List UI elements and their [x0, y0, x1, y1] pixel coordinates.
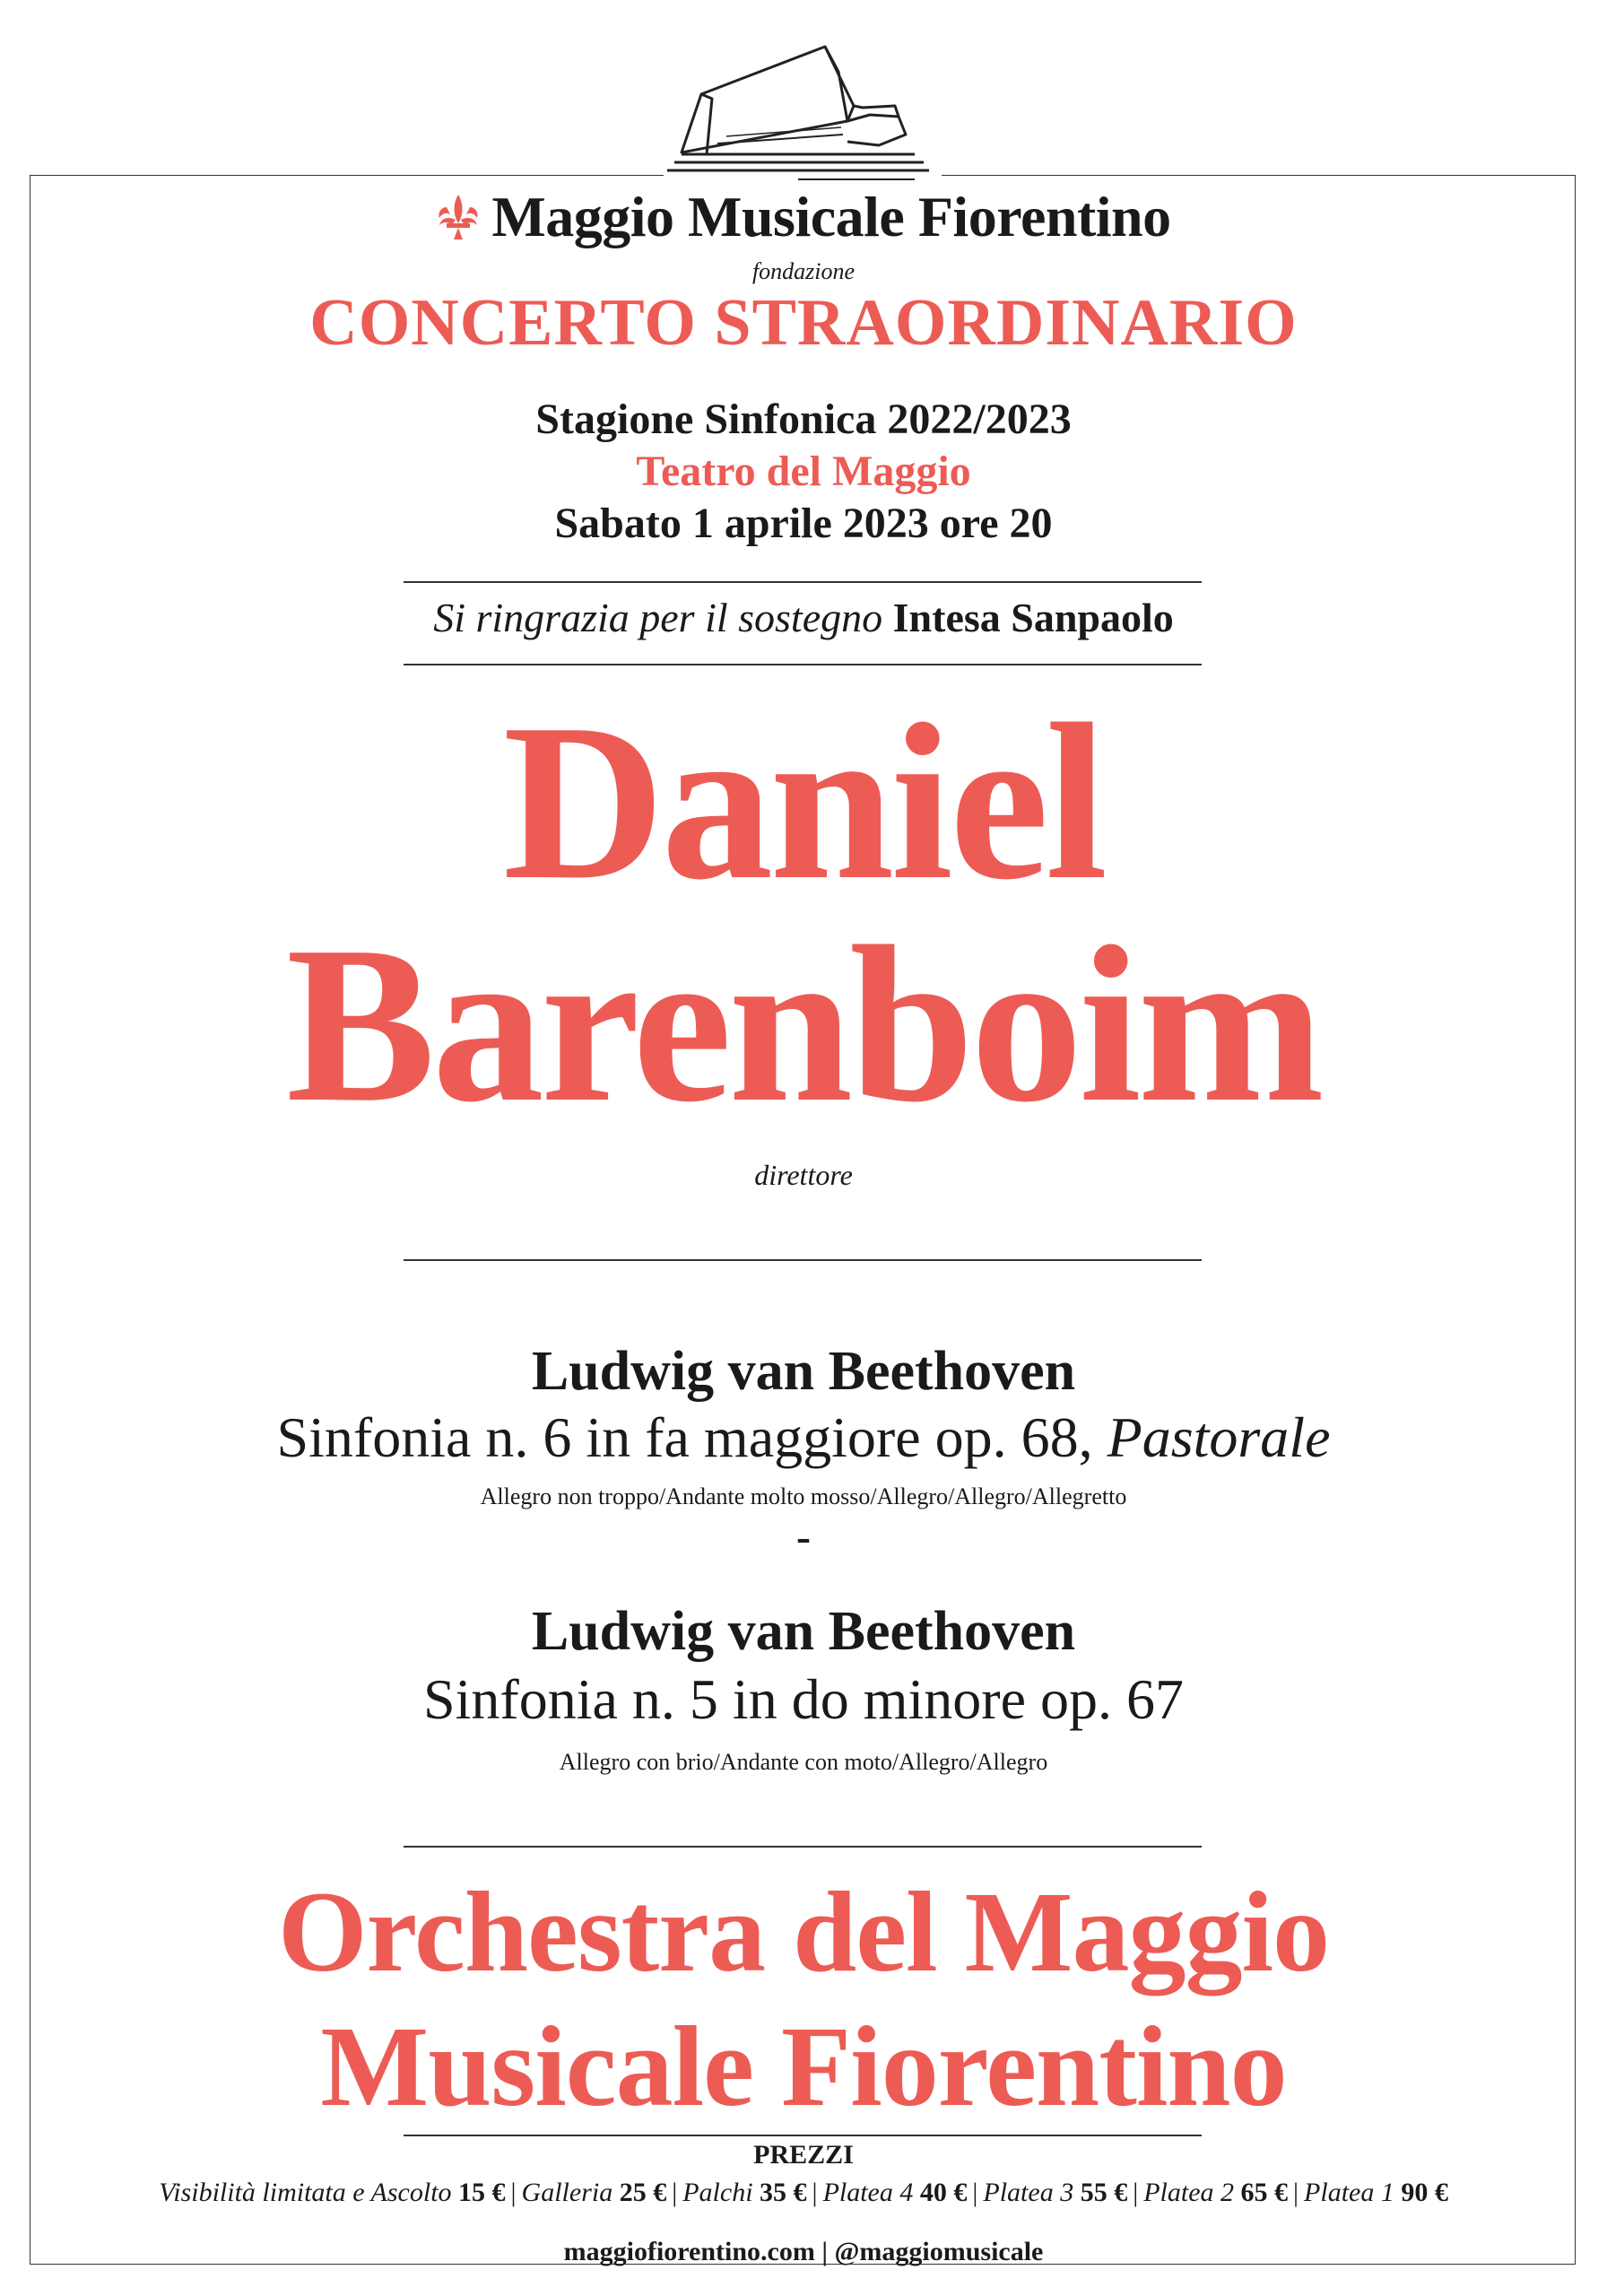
- work1-composer: Ludwig van Beethoven: [531, 1341, 1076, 1402]
- sponsor-line: [0, 594, 1607, 641]
- florence-lily-icon: [436, 193, 481, 241]
- theatre-building-icon: [664, 36, 933, 188]
- price-separator: |: [1133, 2178, 1139, 2207]
- price-item: [983, 2178, 1127, 2207]
- venue: Teatro del Maggio: [636, 448, 971, 495]
- price-item: [682, 2178, 806, 2207]
- footer: [0, 2237, 1607, 2267]
- price-separator: |: [1293, 2178, 1299, 2207]
- conductor-last-name: Barenboim: [286, 900, 1321, 1149]
- price-label: Platea 2: [1143, 2178, 1235, 2207]
- orchestra-line2: Musicale Fiorentino: [320, 2003, 1287, 2130]
- price-value: 90 €: [1401, 2178, 1448, 2207]
- price-label: Platea 3: [983, 2178, 1074, 2207]
- price-label: Galleria: [521, 2178, 613, 2207]
- price-separator: |: [812, 2178, 818, 2207]
- price-value: 55 €: [1080, 2178, 1128, 2207]
- prices-title: PREZZI: [753, 2140, 854, 2170]
- divider-program: [404, 1259, 1202, 1261]
- brand-title: [0, 184, 1607, 250]
- conductor-first-name: Daniel: [502, 678, 1105, 926]
- sponsor-text: Si ringrazia per il sostegno: [433, 595, 883, 640]
- price-value: 15 €: [458, 2178, 506, 2207]
- conductor-role: direttore: [754, 1159, 853, 1191]
- work1-title-italic: Pastorale: [1107, 1405, 1331, 1469]
- price-value: 65 €: [1240, 2178, 1289, 2207]
- price-label: Platea 1: [1304, 2178, 1394, 2207]
- price-value: 25 €: [619, 2178, 667, 2207]
- work1-movements: Allegro non troppo/Andante molto mosso/Allegro/Allegro/Allegretto: [480, 1483, 1127, 1509]
- divider-prices: [404, 2135, 1202, 2136]
- work2-movements: Allegro con brio/Andante con moto/Allegro/Allegro: [559, 1749, 1048, 1775]
- work2-title: Sinfonia n. 5 in do minore op. 67: [423, 1667, 1184, 1731]
- work1-title-main: Sinfonia n. 6 in fa maggiore op. 68,: [276, 1405, 1108, 1469]
- price-separator: |: [972, 2178, 978, 2207]
- brand-name: Maggio Musicale Fiorentino: [491, 185, 1171, 248]
- social-handle[interactable]: @maggiomusicale: [834, 2237, 1044, 2266]
- event-datetime: Sabato 1 aprile 2023 ore 20: [554, 500, 1053, 547]
- price-item: [1304, 2178, 1448, 2207]
- price-label: Palchi: [682, 2178, 753, 2207]
- price-label: Platea 4: [822, 2178, 914, 2207]
- price-item: [522, 2178, 667, 2207]
- website-link[interactable]: maggiofiorentino.com: [563, 2237, 815, 2266]
- brand-subtitle: fondazione: [751, 258, 856, 284]
- price-separator: |: [510, 2178, 517, 2207]
- price-item: [1143, 2178, 1288, 2207]
- price-value: 40 €: [919, 2178, 968, 2207]
- price-item: [823, 2178, 968, 2207]
- program-separator: -: [796, 1513, 811, 1561]
- prices-list: [0, 2178, 1607, 2208]
- event-type: CONCERTO STRAORDINARIO: [309, 286, 1298, 360]
- divider-orchestra: [404, 1846, 1202, 1848]
- season: Stagione Sinfonica 2022/2023: [535, 396, 1072, 443]
- footer-separator: |: [821, 2237, 828, 2266]
- orchestra-line1: Orchestra del Maggio: [277, 1868, 1330, 1996]
- work1-title: [0, 1405, 1607, 1471]
- price-item: [159, 2178, 505, 2207]
- price-separator: |: [672, 2178, 678, 2207]
- price-value: 35 €: [760, 2178, 807, 2207]
- price-label: Visibilità limitata e Ascolto: [159, 2178, 452, 2207]
- work2-composer: Ludwig van Beethoven: [531, 1601, 1076, 1662]
- divider-top: [404, 581, 1202, 583]
- divider-sponsor: [404, 664, 1202, 665]
- sponsor-name: Intesa Sanpaolo: [892, 595, 1174, 640]
